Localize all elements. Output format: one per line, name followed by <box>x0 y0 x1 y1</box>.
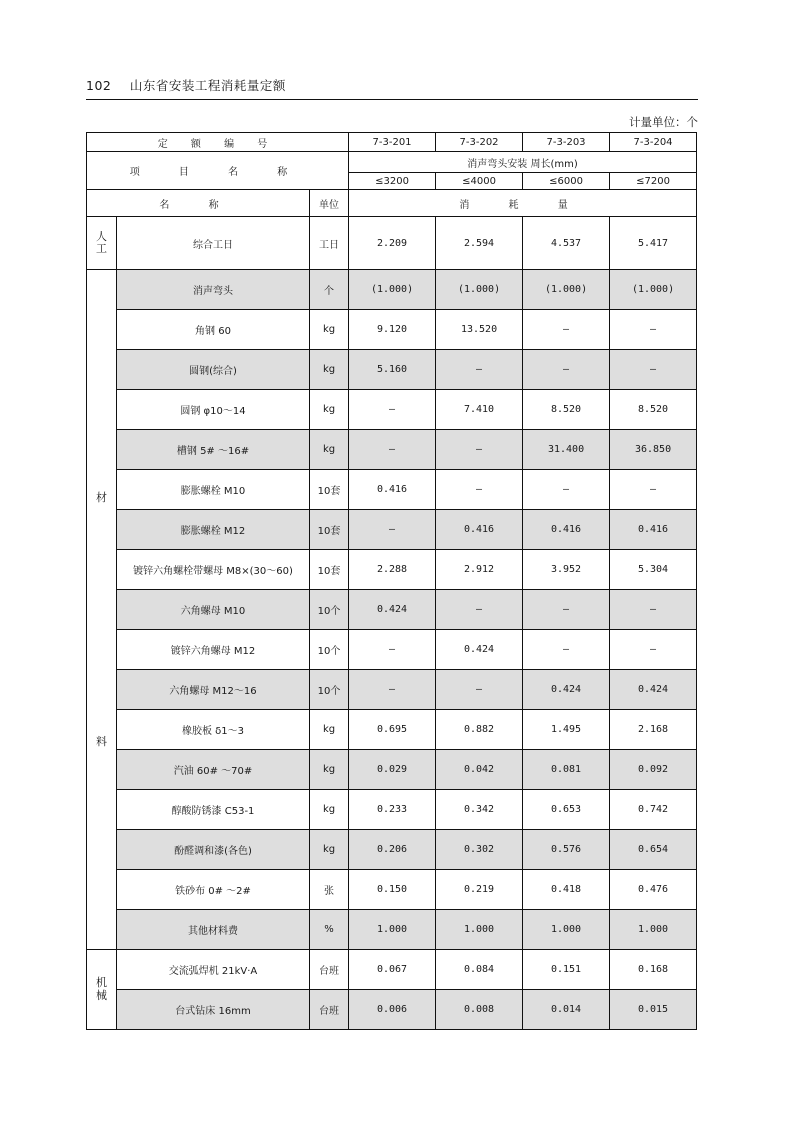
consumption-value: 31.400 <box>523 430 610 470</box>
table-row <box>87 550 697 590</box>
consumption-value: 7.410 <box>436 390 523 430</box>
table-row <box>87 710 697 750</box>
resource-name: 膨胀螺栓 M12 <box>117 510 310 550</box>
consumption-value: 0.416 <box>436 510 523 550</box>
consumption-value: 4.537 <box>523 217 610 270</box>
group-char: 工 <box>96 242 107 255</box>
resource-name: 槽钢 5# ～16# <box>117 430 310 470</box>
consumption-value: — <box>523 630 610 670</box>
consumption-value: — <box>349 390 436 430</box>
col-name-header: 名 称 <box>87 190 310 217</box>
consumption-value: — <box>349 510 436 550</box>
consumption-value: 0.416 <box>523 510 610 550</box>
table-row <box>87 470 697 510</box>
resource-name: 酚醛调和漆(各色) <box>117 830 310 870</box>
consumption-value: 0.014 <box>523 990 610 1030</box>
consumption-value: 0.008 <box>436 990 523 1030</box>
consumption-value: — <box>523 310 610 350</box>
table-row <box>87 270 697 310</box>
resource-unit: 台班 <box>310 990 349 1030</box>
table-row <box>87 510 697 550</box>
consumption-value: — <box>610 350 697 390</box>
resource-name: 醇酸防锈漆 C53-1 <box>117 790 310 830</box>
consumption-value: — <box>436 590 523 630</box>
resource-unit: % <box>310 910 349 950</box>
consumption-value: — <box>523 350 610 390</box>
consumption-value: 0.882 <box>436 710 523 750</box>
consumption-value: 2.288 <box>349 550 436 590</box>
page-number: 102 <box>86 78 112 93</box>
table-row <box>87 750 697 790</box>
consumption-value: (1.000) <box>610 270 697 310</box>
group-label-machine <box>87 950 117 1030</box>
consumption-value: 0.151 <box>523 950 610 990</box>
consumption-value: 0.006 <box>349 990 436 1030</box>
code-cell: 7-3-202 <box>436 133 523 152</box>
consumption-value: — <box>349 430 436 470</box>
col-consumption-header: 消 耗 量 <box>349 190 697 217</box>
consumption-value: — <box>349 630 436 670</box>
resource-unit: 台班 <box>310 950 349 990</box>
consumption-value: (1.000) <box>349 270 436 310</box>
consumption-value: 0.654 <box>610 830 697 870</box>
resource-unit: kg <box>310 310 349 350</box>
resource-name: 膨胀螺栓 M10 <box>117 470 310 510</box>
consumption-value: 0.302 <box>436 830 523 870</box>
resource-unit: 10个 <box>310 670 349 710</box>
resource-unit: 工日 <box>310 217 349 270</box>
resource-unit: kg <box>310 710 349 750</box>
resource-unit: kg <box>310 390 349 430</box>
consumption-value: 0.233 <box>349 790 436 830</box>
resource-name: 圆钢(综合) <box>117 350 310 390</box>
resource-name: 台式钻床 16mm <box>117 990 310 1030</box>
consumption-value: — <box>436 670 523 710</box>
group-label-labor <box>87 217 117 270</box>
consumption-value: 36.850 <box>610 430 697 470</box>
consumption-value: 0.150 <box>349 870 436 910</box>
consumption-value: 0.092 <box>610 750 697 790</box>
table-row <box>87 350 697 390</box>
table-row <box>87 590 697 630</box>
consumption-value: 0.416 <box>349 470 436 510</box>
table-row <box>87 430 697 470</box>
group-char: 材 <box>96 491 107 504</box>
page-header <box>86 76 286 94</box>
resource-name: 六角螺母 M12～16 <box>117 670 310 710</box>
resource-unit: 10套 <box>310 470 349 510</box>
table-row <box>87 670 697 710</box>
consumption-value: 1.495 <box>523 710 610 750</box>
table-row <box>87 990 697 1030</box>
group-char: 料 <box>96 735 107 749</box>
consumption-value: 0.081 <box>523 750 610 790</box>
code-cell: 7-3-204 <box>610 133 697 152</box>
resource-name: 镀锌六角螺母 M12 <box>117 630 310 670</box>
header-rule <box>86 99 698 100</box>
consumption-value: — <box>610 310 697 350</box>
table-row <box>87 217 697 270</box>
consumption-value: 0.424 <box>436 630 523 670</box>
consumption-value: 0.219 <box>436 870 523 910</box>
resource-name: 角钢 60 <box>117 310 310 350</box>
consumption-value: 5.160 <box>349 350 436 390</box>
table-row <box>87 630 697 670</box>
resource-name: 镀锌六角螺栓带螺母 M8×(30～60) <box>117 550 310 590</box>
code-cell: 7-3-203 <box>523 133 610 152</box>
group-char: 械 <box>96 988 107 1002</box>
resource-name: 橡胶板 δ1～3 <box>117 710 310 750</box>
consumption-value: 0.653 <box>523 790 610 830</box>
resource-name: 圆钢 φ10～14 <box>117 390 310 430</box>
col-unit-header: 单位 <box>310 190 349 217</box>
consumption-value: 3.952 <box>523 550 610 590</box>
consumption-value: — <box>610 470 697 510</box>
resource-name: 六角螺母 M10 <box>117 590 310 630</box>
item-name-label: 项 目 名 称 <box>87 152 349 190</box>
consumption-value: — <box>436 350 523 390</box>
consumption-value: — <box>610 590 697 630</box>
consumption-value: 0.416 <box>610 510 697 550</box>
resource-name: 交流弧焊机 21kV·A <box>117 950 310 990</box>
unit-note: 计量单位：个 <box>629 115 698 129</box>
consumption-value: — <box>349 670 436 710</box>
consumption-value: — <box>436 430 523 470</box>
quota-no-label: 定 额 编 号 <box>87 133 349 152</box>
consumption-value: 1.000 <box>523 910 610 950</box>
group-char: 机 <box>96 976 107 990</box>
table-row <box>87 830 697 870</box>
table-row <box>87 870 697 910</box>
code-cell: 7-3-201 <box>349 133 436 152</box>
resource-name: 其他材料费 <box>117 910 310 950</box>
table-row <box>87 790 697 830</box>
resource-unit: kg <box>310 790 349 830</box>
size-cell: ≤7200 <box>610 173 697 190</box>
consumption-value: — <box>523 590 610 630</box>
table-row <box>87 310 697 350</box>
consumption-value: — <box>610 630 697 670</box>
resource-unit: kg <box>310 750 349 790</box>
resource-unit: 10套 <box>310 510 349 550</box>
resource-unit: kg <box>310 350 349 390</box>
quota-table <box>86 132 697 1030</box>
consumption-value: 0.015 <box>610 990 697 1030</box>
consumption-value: 8.520 <box>610 390 697 430</box>
consumption-value: 0.042 <box>436 750 523 790</box>
consumption-value: 8.520 <box>523 390 610 430</box>
consumption-value: (1.000) <box>523 270 610 310</box>
consumption-value: 2.594 <box>436 217 523 270</box>
consumption-value: 13.520 <box>436 310 523 350</box>
size-cell: ≤3200 <box>349 173 436 190</box>
resource-unit: 10个 <box>310 590 349 630</box>
group-char: 人 <box>96 229 107 243</box>
consumption-value: 0.206 <box>349 830 436 870</box>
consumption-value: 0.029 <box>349 750 436 790</box>
group-label-material <box>87 270 117 950</box>
consumption-value: 1.000 <box>436 910 523 950</box>
consumption-value: 5.417 <box>610 217 697 270</box>
consumption-value: — <box>436 470 523 510</box>
resource-unit: 个 <box>310 270 349 310</box>
consumption-value: 0.084 <box>436 950 523 990</box>
consumption-value: 0.168 <box>610 950 697 990</box>
consumption-value: 0.424 <box>349 590 436 630</box>
resource-unit: 10套 <box>310 550 349 590</box>
book-title: 山东省安装工程消耗量定额 <box>129 78 286 93</box>
consumption-value: 0.576 <box>523 830 610 870</box>
consumption-value: 1.000 <box>610 910 697 950</box>
consumption-value: 0.424 <box>523 670 610 710</box>
consumption-value: 0.476 <box>610 870 697 910</box>
consumption-value: 2.209 <box>349 217 436 270</box>
consumption-value: (1.000) <box>436 270 523 310</box>
consumption-value: 9.120 <box>349 310 436 350</box>
consumption-value: 0.742 <box>610 790 697 830</box>
resource-name: 汽油 60# ～70# <box>117 750 310 790</box>
consumption-value: 0.418 <box>523 870 610 910</box>
item-title: 消声弯头安装 周长(mm) <box>349 152 697 173</box>
table-row <box>87 910 697 950</box>
consumption-value: 0.342 <box>436 790 523 830</box>
consumption-value: 0.424 <box>610 670 697 710</box>
resource-unit: 10个 <box>310 630 349 670</box>
resource-unit: kg <box>310 830 349 870</box>
size-cell: ≤4000 <box>436 173 523 190</box>
consumption-value: 5.304 <box>610 550 697 590</box>
size-cell: ≤6000 <box>523 173 610 190</box>
consumption-value: 0.695 <box>349 710 436 750</box>
consumption-value: 0.067 <box>349 950 436 990</box>
table-row <box>87 390 697 430</box>
resource-name: 铁砂布 0# ～2# <box>117 870 310 910</box>
consumption-value: 2.912 <box>436 550 523 590</box>
consumption-value: — <box>523 470 610 510</box>
resource-name: 综合工日 <box>117 217 310 270</box>
resource-name: 消声弯头 <box>117 270 310 310</box>
table-row <box>87 950 697 990</box>
consumption-value: 2.168 <box>610 710 697 750</box>
resource-unit: kg <box>310 430 349 470</box>
consumption-value: 1.000 <box>349 910 436 950</box>
resource-unit: 张 <box>310 870 349 910</box>
